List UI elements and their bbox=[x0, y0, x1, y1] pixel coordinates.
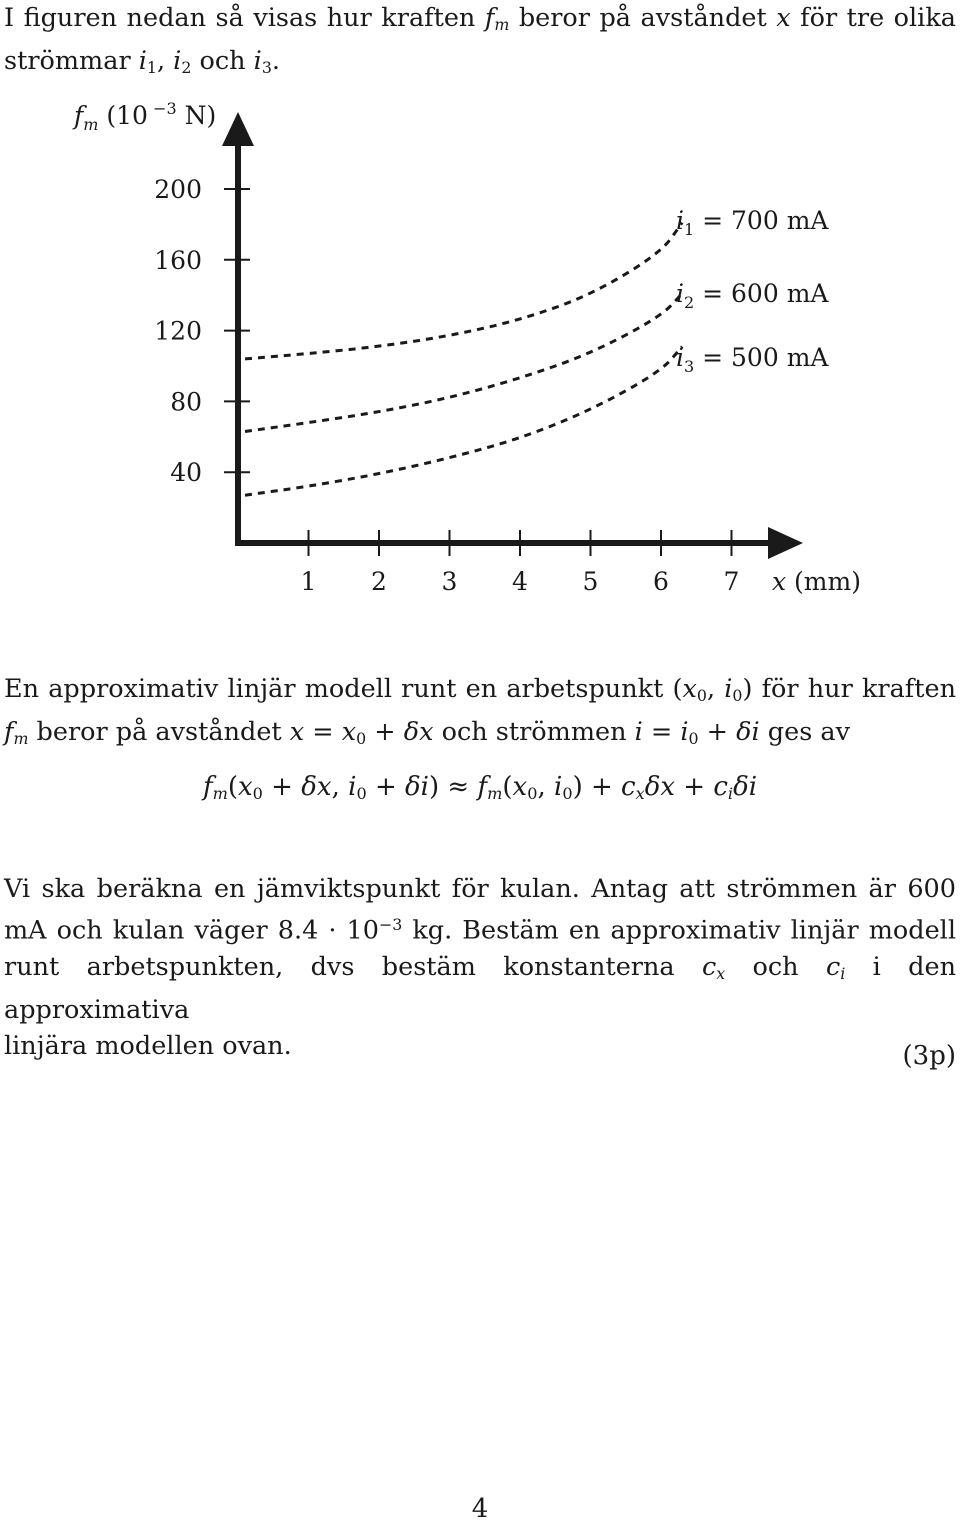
series-label-sub: 2 bbox=[684, 293, 695, 312]
series-label-i: i bbox=[676, 279, 684, 308]
series-label-value: = 600 mA bbox=[694, 279, 829, 308]
math-i: i bbox=[138, 45, 147, 76]
text: i den approximativa bbox=[4, 951, 956, 1025]
y-axis-label-m: m bbox=[83, 115, 99, 134]
math-c: c bbox=[713, 772, 728, 802]
sub-x: x bbox=[635, 784, 645, 804]
series-label-1 bbox=[676, 206, 829, 239]
y-axis-label-exp: −3 bbox=[147, 99, 177, 118]
math-f: f bbox=[4, 716, 14, 747]
math-x: x bbox=[512, 772, 528, 802]
math-i: i bbox=[680, 716, 689, 747]
math-dx: δx bbox=[301, 772, 332, 802]
linear-model-equation bbox=[0, 772, 960, 803]
text: strömmar bbox=[4, 45, 139, 76]
task-line-2 bbox=[4, 907, 956, 949]
sub-0: 0 bbox=[527, 784, 538, 804]
text: , bbox=[331, 772, 349, 802]
series-label-value: = 700 mA bbox=[694, 206, 829, 235]
series-label-sub: 1 bbox=[684, 220, 695, 239]
text: , bbox=[537, 772, 554, 802]
math-dx: δx bbox=[403, 716, 434, 747]
force-distance-chart bbox=[0, 90, 960, 610]
series-line-1 bbox=[245, 223, 682, 359]
text: = bbox=[304, 716, 342, 747]
task-paragraph bbox=[4, 871, 956, 1064]
x-axis-label-x: x bbox=[772, 567, 787, 596]
series-label-i: i bbox=[676, 206, 684, 235]
math-i: i bbox=[724, 674, 733, 704]
sub-i: i bbox=[840, 963, 846, 983]
sub-2: 2 bbox=[181, 57, 192, 77]
math-dx: δx bbox=[644, 772, 676, 802]
math-f: f bbox=[484, 3, 495, 33]
text: ( bbox=[227, 772, 238, 802]
sub-0: 0 bbox=[732, 685, 743, 705]
x-tick-label-3: 3 bbox=[441, 567, 458, 596]
math-di: δi bbox=[733, 772, 758, 802]
math-c: c bbox=[701, 951, 717, 982]
x-tick-label-2: 2 bbox=[371, 567, 387, 596]
x-tick-label-1: 1 bbox=[300, 567, 317, 596]
model-line-1 bbox=[4, 671, 956, 714]
text: ) bbox=[428, 772, 440, 802]
series-label-sub: 3 bbox=[684, 357, 695, 376]
text: + bbox=[698, 716, 737, 747]
text: ges av bbox=[759, 716, 850, 747]
text: för tre olika bbox=[790, 3, 956, 33]
math-di: δi bbox=[736, 716, 760, 747]
series-label-i: i bbox=[676, 343, 684, 372]
series-line-2 bbox=[245, 293, 682, 431]
sub-0: 0 bbox=[562, 784, 573, 804]
model-line-2 bbox=[4, 714, 956, 757]
series-labels bbox=[676, 206, 829, 376]
x-axis-arrowhead bbox=[768, 527, 803, 559]
math-di: δi bbox=[405, 772, 429, 802]
text: beror på avståndet bbox=[28, 716, 290, 747]
math-c: c bbox=[825, 951, 841, 982]
math-i: i bbox=[253, 45, 262, 76]
sub-0: 0 bbox=[688, 728, 699, 748]
text: . bbox=[271, 45, 280, 76]
text: + bbox=[366, 772, 406, 802]
sub-3: 3 bbox=[261, 57, 272, 77]
approx-sign: ≈ bbox=[439, 772, 478, 802]
text: kg. Bestäm en approximativ linjär modell bbox=[402, 915, 956, 946]
y-tick-label-80: 80 bbox=[170, 387, 202, 417]
task-line-1: Vi ska beräkna en jämviktspunkt för kulan. Antag att strömmen är 600 bbox=[4, 874, 956, 904]
math-i: i bbox=[348, 772, 357, 802]
text: + bbox=[262, 772, 302, 802]
text: och bbox=[191, 45, 254, 76]
y-axis-label-f: f bbox=[74, 101, 84, 130]
y-tick-label-160: 160 bbox=[154, 245, 202, 275]
sub-0: 0 bbox=[356, 784, 367, 804]
math-x: x bbox=[289, 716, 305, 747]
x-tick-label-6: 6 bbox=[653, 567, 669, 596]
math-sub-m: m bbox=[212, 784, 228, 804]
model-paragraph bbox=[4, 671, 956, 757]
task-line-4: linjära modellen ovan. bbox=[4, 1030, 292, 1061]
series-label-3 bbox=[676, 343, 829, 376]
math-sub-m: m bbox=[494, 14, 510, 34]
series-label-2 bbox=[676, 279, 829, 312]
sub-0: 0 bbox=[696, 685, 707, 705]
page-number: 4 bbox=[471, 1494, 489, 1524]
text: och bbox=[725, 951, 826, 982]
text: och strömmen bbox=[433, 716, 635, 747]
text: , bbox=[706, 674, 725, 704]
math-x: x bbox=[776, 3, 791, 33]
text: En approximativ linjär modell runt en arbetspunkt ( bbox=[4, 674, 683, 704]
text: ) bbox=[572, 772, 583, 802]
sub-0: 0 bbox=[356, 728, 367, 748]
series-label-value: = 500 mA bbox=[694, 343, 829, 372]
math-i: i bbox=[553, 772, 563, 802]
x-tick-label-5: 5 bbox=[582, 567, 599, 596]
series-lines bbox=[245, 223, 682, 496]
text: runt arbetspunkten, dvs bestäm konstanterna bbox=[4, 951, 702, 982]
math-i: i bbox=[634, 716, 643, 747]
x-axis-label-unit: (mm) bbox=[786, 567, 861, 596]
text: ( bbox=[502, 772, 513, 802]
task-line-3 bbox=[4, 949, 956, 1028]
text: ) för hur kraften bbox=[742, 674, 957, 704]
points-label: (3p) bbox=[902, 1041, 956, 1071]
y-tick-label-120: 120 bbox=[154, 316, 202, 346]
sub-i: i bbox=[727, 784, 734, 804]
x-axis-label bbox=[772, 567, 861, 596]
intro-paragraph bbox=[4, 0, 956, 86]
math-f: f bbox=[477, 772, 488, 802]
text: mA och kulan väger 8.4 · 10 bbox=[4, 915, 379, 946]
x-tick-label-4: 4 bbox=[512, 567, 528, 596]
text: I figuren nedan så visas hur kraften bbox=[4, 3, 485, 33]
y-axis-label bbox=[72, 99, 216, 134]
x-ticks bbox=[301, 530, 740, 596]
text: + bbox=[675, 772, 714, 802]
y-axis-label-unit: (10 bbox=[98, 101, 148, 130]
y-axis-arrowhead bbox=[222, 112, 254, 146]
intro-line-2 bbox=[4, 43, 956, 86]
y-tick-label-200: 200 bbox=[154, 175, 202, 204]
text: , bbox=[156, 45, 174, 76]
math-x: x bbox=[682, 674, 697, 704]
math-f: f bbox=[202, 772, 213, 802]
sub-x: x bbox=[716, 963, 726, 983]
text: + bbox=[366, 716, 404, 747]
math-c: c bbox=[621, 772, 636, 802]
axes bbox=[222, 112, 803, 559]
sup-exponent: −3 bbox=[378, 915, 403, 934]
intro-line-1 bbox=[4, 0, 956, 43]
y-axis-label-unit-end: N) bbox=[176, 101, 217, 130]
math-x: x bbox=[341, 716, 357, 747]
sub-0: 0 bbox=[252, 784, 263, 804]
x-tick-label-7: 7 bbox=[723, 567, 740, 596]
math-x: x bbox=[238, 772, 253, 802]
sub-1: 1 bbox=[146, 57, 157, 77]
text: + bbox=[582, 772, 622, 802]
text: = bbox=[642, 716, 681, 747]
math-sub-m: m bbox=[13, 728, 29, 748]
text: beror på avståndet bbox=[509, 3, 777, 33]
math-sub-m: m bbox=[487, 784, 503, 804]
y-tick-label-40: 40 bbox=[170, 458, 202, 488]
math-i: i bbox=[173, 45, 182, 76]
